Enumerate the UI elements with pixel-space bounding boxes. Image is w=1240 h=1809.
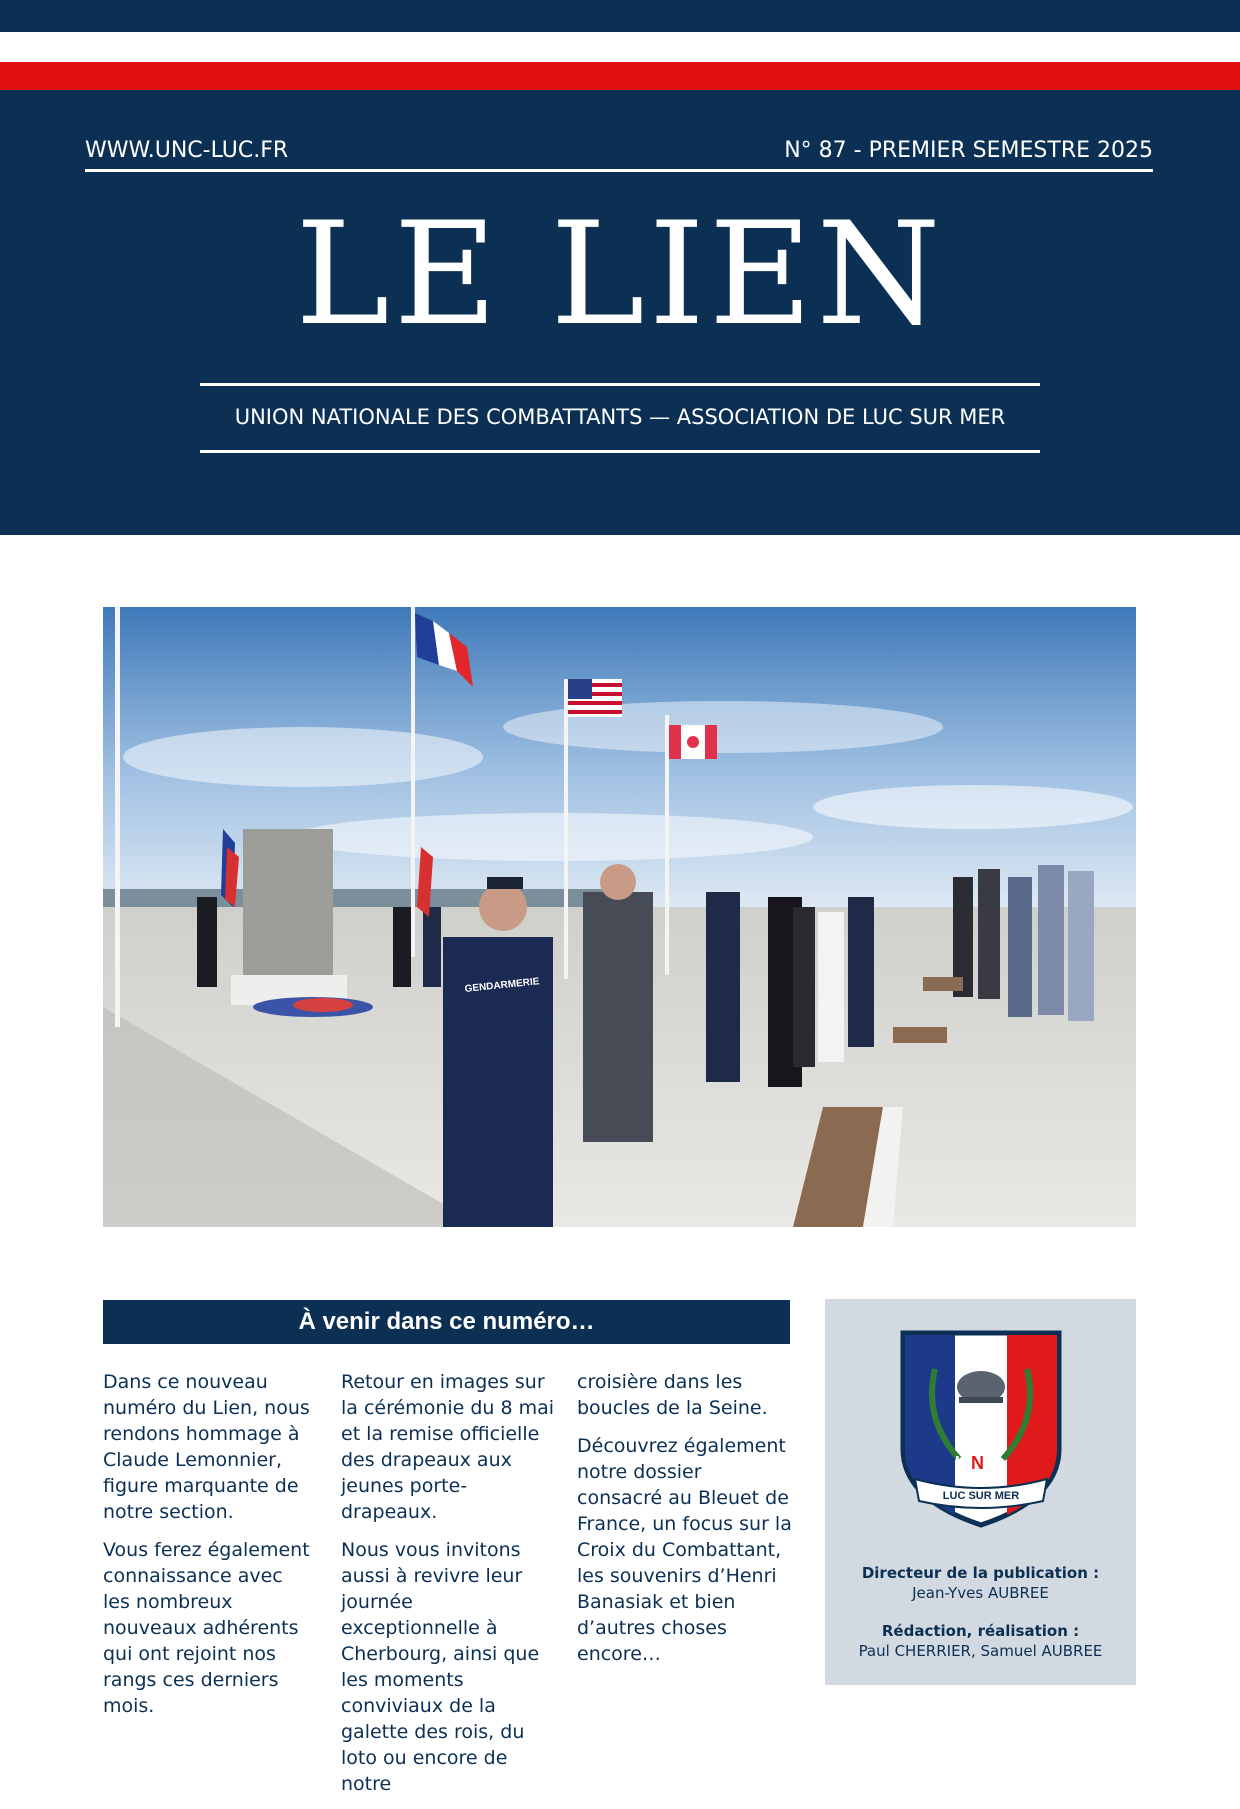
- director-credit: [825, 1563, 1136, 1603]
- article-column-2: [341, 1369, 557, 1809]
- paragraph: Retour en images sur la cérémonie du 8 mai et la remise officielle des drapeaux aux jeunes porte-drapeaux.: [341, 1371, 555, 1523]
- top-red-band: [0, 62, 1240, 90]
- paragraph: Nous vous invitons aussi à revivre leur journée exceptionnelle à Cherbourg, ainsi que les moments conviviaux de la galette des rois, du loto ou encore de notre: [341, 1539, 540, 1795]
- crest-banner-text: LUC SUR MER: [942, 1490, 1020, 1502]
- crest-letter-n: N: [971, 1453, 984, 1473]
- top-navy-band: [0, 0, 1240, 32]
- crest-letter-c: C: [989, 1453, 1002, 1473]
- credits-sidebar: [825, 1299, 1136, 1685]
- paragraph: croisière dans les boucles de la Seine.: [577, 1371, 768, 1419]
- meta-divider: [85, 169, 1153, 172]
- subtitle-rule-bottom: [200, 450, 1040, 453]
- paragraph: Vous ferez également connaissance avec les nombreux nouveaux adhérents qui ont rejoint nos rangs ces derniers mois.: [103, 1539, 310, 1717]
- director-name: Jean-Yves AUBREE: [912, 1584, 1049, 1602]
- article-column-1: [103, 1369, 313, 1731]
- article-column-3: [577, 1369, 792, 1679]
- paragraph: Découvrez également notre dossier consacré au Bleuet de France, un focus sur la Croix du Combattant, les souvenirs d’Henri Banasiak et bien d’autres choses encore…: [577, 1435, 792, 1665]
- upcoming-heading: À venir dans ce numéro…: [103, 1300, 790, 1344]
- paragraph: Dans ce nouveau numéro du Lien, nous rendons hommage à Claude Lemonnier, figure marquante de notre section.: [103, 1371, 310, 1523]
- website-url[interactable]: WWW.UNC-LUC.FR: [85, 138, 289, 163]
- cover-photo: [103, 607, 1136, 1227]
- unc-crest-logo: [899, 1329, 1063, 1529]
- editors-credit: [825, 1621, 1136, 1661]
- top-white-band: [0, 32, 1240, 62]
- masthead: [0, 90, 1240, 535]
- editors-label: Rédaction, réalisation :: [881, 1622, 1080, 1640]
- director-label: Directeur de la publication :: [861, 1564, 1100, 1582]
- editors-names: Paul CHERRIER, Samuel AUBREE: [858, 1642, 1103, 1660]
- meta-row: [85, 137, 1153, 165]
- publication-subtitle: UNION NATIONALE DES COMBATTANTS — ASSOCIATION DE LUC SUR MER: [234, 405, 1006, 429]
- gendarme-jacket-text: GENDARMERIE: [464, 976, 540, 995]
- issue-number: N° 87 - PREMIER SEMESTRE 2025: [784, 138, 1153, 163]
- publication-title: LE LIEN: [295, 192, 945, 357]
- crest-letter-u: U: [955, 1453, 968, 1473]
- subtitle-rule-top: [200, 383, 1040, 386]
